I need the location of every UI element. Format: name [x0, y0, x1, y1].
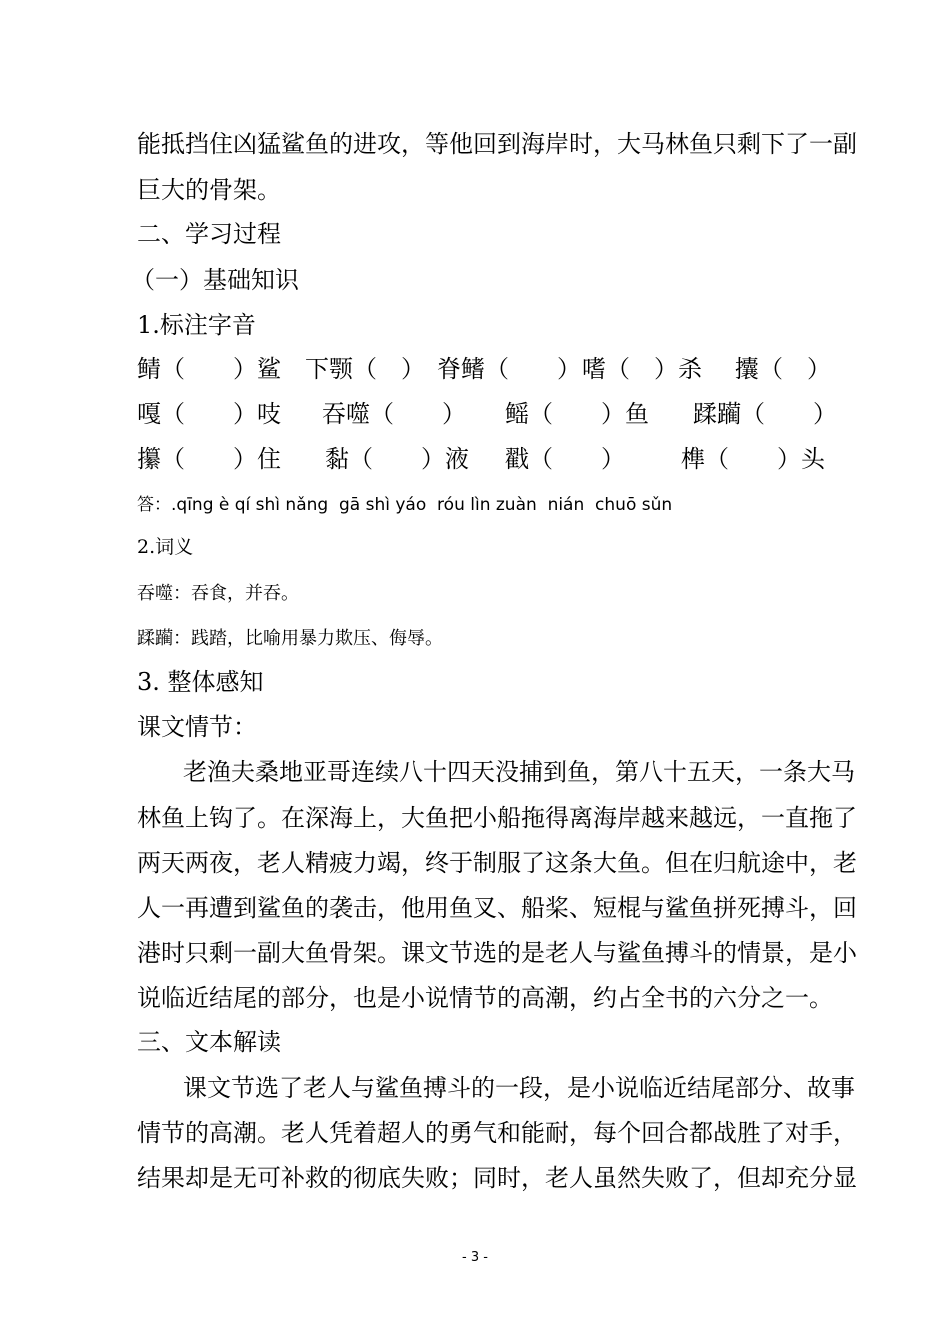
plot-line: 两天两夜，老人精疲力竭，终于制服了这条大鱼。但在归航途中，老: [137, 849, 857, 877]
subsection-heading: （一）基础知识: [131, 266, 299, 294]
page-number: - 3 -: [462, 1250, 488, 1265]
phonetic-item: 嗜（ ）杀: [582, 355, 702, 383]
phonetic-item: 攥（ ）住: [137, 445, 281, 473]
phonetic-item: 吞噬（ ）: [322, 400, 466, 428]
phonetic-item: 蹂躏（ ）: [693, 400, 837, 428]
paragraph-line: 巨大的骨架。: [137, 176, 281, 204]
phonetic-item: 脊鳍（ ）: [437, 355, 581, 383]
plot-line: 老渔夫桑地亚哥连续八十四天没捕到鱼，第八十五天，一条大马: [183, 758, 855, 786]
paragraph-line: 能抵挡住凶猛鲨鱼的进攻，等他回到海岸时，大马林鱼只剩下了一副: [137, 130, 857, 158]
answer-pinyin: 答：.qīng è qí shì nǎng gā shì yáo róu lìn zuàn nián chuō sǔn: [137, 495, 673, 515]
phonetic-item: 鳐（ ）鱼: [505, 400, 649, 428]
phonetic-item: 榫（ ）头: [681, 445, 825, 473]
section-heading-2: 二、学习过程: [137, 220, 281, 248]
phonetic-item: 攮（ ）: [735, 355, 831, 383]
definition: 蹂躏：践踏，比喻用暴力欺压、侮辱。: [137, 628, 443, 649]
item-heading-1: 1.标注字音: [137, 311, 256, 339]
phonetic-item: 下颚（ ）: [305, 355, 425, 383]
phonetic-item: 嘎（ ）吱: [137, 400, 281, 428]
reading-line: 结果却是无可补救的彻底失败；同时，老人虽然失败了，但却充分显: [137, 1164, 857, 1192]
reading-line: 情节的高潮。老人凭着超人的勇气和能耐，每个回合都战胜了对手，: [137, 1119, 857, 1147]
plot-label: 课文情节：: [137, 713, 257, 741]
definition: 吞噬：吞食，并吞。: [137, 583, 299, 604]
plot-line: 林鱼上钩了。在深海上，大鱼把小船拖得离海岸越来越远，一直拖了: [137, 804, 857, 832]
phonetic-item: 鲭（ ）鲨: [137, 355, 281, 383]
item-heading-2: 2.词义: [137, 536, 194, 558]
plot-line: 港时只剩一副大鱼骨架。课文节选的是老人与鲨鱼搏斗的情景，是小: [137, 939, 857, 967]
plot-line: 人一再遭到鲨鱼的袭击，他用鱼叉、船桨、短棍与鲨鱼拼死搏斗，回: [137, 894, 857, 922]
phonetic-item: 黏（ ）液: [325, 445, 469, 473]
plot-line: 说临近结尾的部分，也是小说情节的高潮，约占全书的六分之一。: [137, 984, 833, 1012]
section-heading-3: 三、文本解读: [137, 1028, 281, 1056]
reading-line: 课文节选了老人与鲨鱼搏斗的一段，是小说临近结尾部分、故事: [183, 1074, 855, 1102]
phonetic-item: 戳（ ）: [505, 445, 625, 473]
item-heading-3: 3. 整体感知: [137, 668, 264, 696]
